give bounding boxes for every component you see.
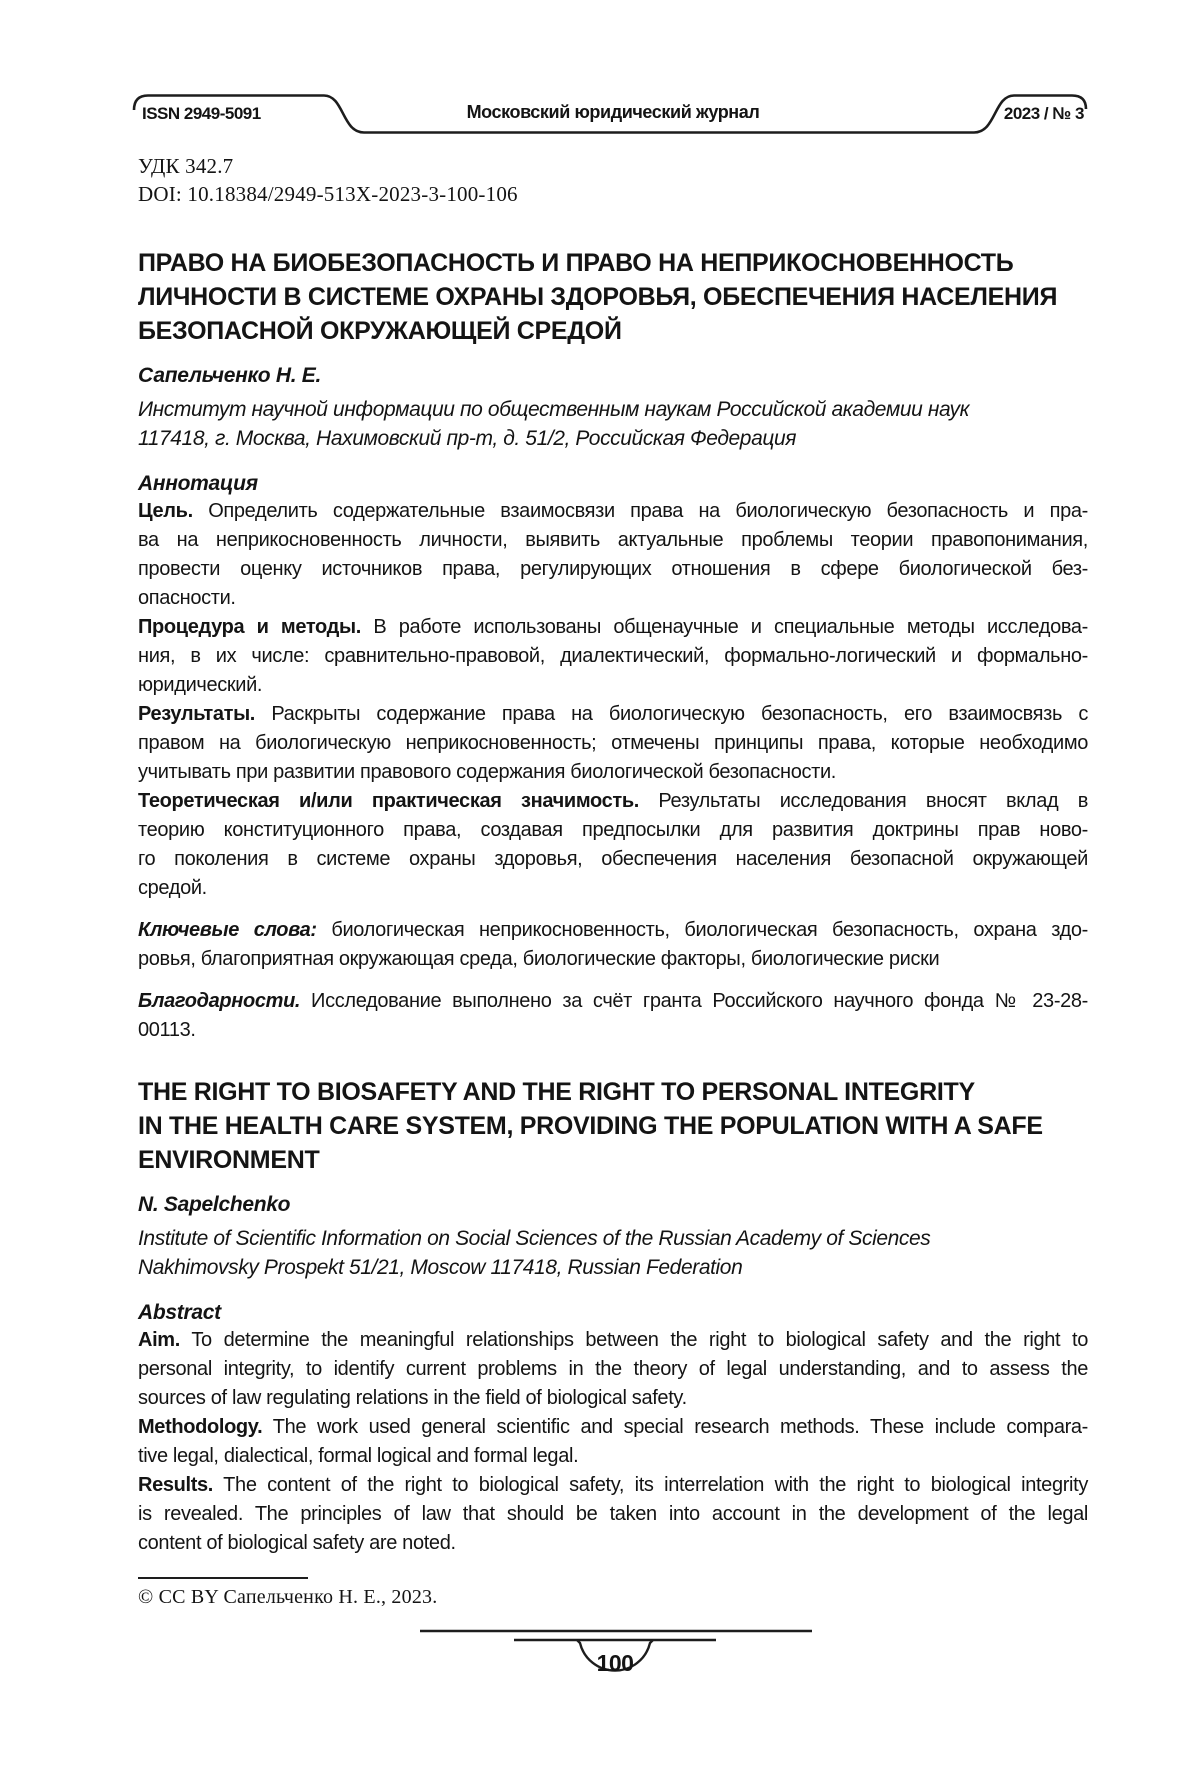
- paragraph-label: Цель.: [138, 500, 193, 522]
- text-line: Институт научной информации по общественным наукам Российской академии наук: [138, 398, 970, 421]
- paragraph-label: Methodology.: [138, 1416, 263, 1438]
- text-line: tive legal, dialectical, formal logical and formal legal.: [138, 1445, 579, 1467]
- page-number: 100: [596, 1650, 634, 1676]
- abstract-heading-en: Abstract: [138, 1301, 221, 1324]
- text-line: опасности.: [138, 587, 236, 609]
- footnote-rule: [138, 1577, 308, 1579]
- issn-label: ISSN 2949-5091: [142, 104, 261, 123]
- author-ru: Сапельченко Н. Е.: [138, 364, 322, 387]
- doi-number: DOI: 10.18384/2949-513X-2023-3-100-106: [138, 182, 518, 206]
- text-line: Теоретическая и/или практическая значимость. Результаты исследования вносят вклад в: [138, 790, 1089, 812]
- header-tab-rule: [0, 0, 1200, 150]
- abstract-paragraph: [138, 1471, 1088, 1558]
- text-line: юридический.: [138, 674, 263, 696]
- abstract-ru: [138, 497, 1088, 903]
- abstract-paragraph: [138, 613, 1088, 700]
- paragraph-label: Процедура и методы.: [138, 616, 361, 638]
- copyright-notice: © CC BY Сапельченко Н. Е., 2023.: [138, 1586, 438, 1608]
- paragraph-label: Теоретическая и/или практическая значимость.: [138, 790, 639, 812]
- text-line: Результаты. Раскрыты содержание права на биологическую безопасность, его взаимосвязь с: [138, 703, 1088, 725]
- text-line: ЛИЧНОСТИ В СИСТЕМЕ ОХРАНЫ ЗДОРОВЬЯ, ОБЕСПЕЧЕНИЯ НАСЕЛЕНИЯ: [138, 283, 1058, 311]
- keywords-ru: [138, 916, 1088, 974]
- affiliation-en: [138, 1224, 1088, 1282]
- text-line: средой.: [138, 877, 207, 899]
- author-en: N. Sapelchenko: [138, 1193, 291, 1216]
- paragraph-label: Ключевые слова:: [138, 919, 317, 941]
- text-line: ПРАВО НА БИОБЕЗОПАСНОСТЬ И ПРАВО НА НЕПРИКОСНОВЕННОСТЬ: [138, 249, 1014, 277]
- issue-label: 2023 / № 3: [1003, 104, 1084, 123]
- text-line: ENVIRONMENT: [138, 1146, 320, 1174]
- text-line: Процедура и методы. В работе использованы общенаучные и специальные методы исследова-: [138, 616, 1088, 638]
- text-line: ровья, благоприятная окружающая среда, биологические факторы, биологические риски: [138, 948, 940, 970]
- text-line: ния, в их числе: сравнительно-правовой, диалектический, формально-логический и формально-: [138, 645, 1088, 667]
- abstract-paragraph: [138, 787, 1088, 903]
- text-line: sources of law regulating relations in the field of biological safety.: [138, 1387, 687, 1409]
- text-line: Aim. To determine the meaningful relationships between the right to biological safety and the right to: [138, 1329, 1088, 1351]
- text-line: теорию конституционного права, создавая предпосылки для развития доктрины прав ново-: [138, 819, 1088, 841]
- abstract-paragraph: [138, 700, 1088, 787]
- text-line: го поколения в системе охраны здоровья, обеспечения населения безопасной окружающей: [138, 848, 1088, 870]
- text-line: ва на неприкосновенность личности, выявить актуальные проблемы теории правопонимания,: [138, 529, 1088, 551]
- text-line: БЕЗОПАСНОЙ ОКРУЖАЮЩЕЙ СРЕДОЙ: [138, 317, 622, 345]
- text-line: провести оценку источников права, регулирующих отношения в сфере биологической без-: [138, 558, 1088, 580]
- journal-title: Московский юридический журнал: [466, 102, 760, 122]
- text-line: THE RIGHT TO BIOSAFETY AND THE RIGHT TO PERSONAL INTEGRITY: [138, 1078, 975, 1106]
- paragraph-label: Results.: [138, 1474, 214, 1496]
- abstract-en: [138, 1326, 1088, 1558]
- text-line: Methodology. The work used general scientific and special research methods. These include compara-: [138, 1416, 1088, 1438]
- text-line: content of biological safety are noted.: [138, 1532, 456, 1554]
- text-line: правом на биологическую неприкосновенность; отмечены принципы права, которые необходимо: [138, 732, 1088, 754]
- paragraph-label: Благодарности.: [138, 990, 301, 1012]
- article-title-ru: [138, 246, 1088, 348]
- paragraph-label: Aim.: [138, 1329, 180, 1351]
- acknowledgements-ru: [138, 987, 1088, 1045]
- text-line: Цель. Определить содержательные взаимосвязи права на биологическую безопасность и пра-: [138, 500, 1088, 522]
- text-line: is revealed. The principles of law that should be taken into account in the development of the legal: [138, 1503, 1088, 1525]
- text-line: 117418, г. Москва, Нахимовский пр-т, д. 51/2, Российская Федерация: [138, 427, 797, 450]
- text-line: 00113.: [138, 1019, 196, 1041]
- text-line: IN THE HEALTH CARE SYSTEM, PROVIDING THE POPULATION WITH A SAFE: [138, 1112, 1043, 1140]
- abstract-paragraph: [138, 1326, 1088, 1413]
- text-line: personal integrity, to identify current problems in the theory of legal understanding, and to assess the: [138, 1358, 1088, 1380]
- affiliation-ru: [138, 395, 1088, 453]
- article-title-en: [138, 1075, 1088, 1177]
- paragraph-label: Результаты.: [138, 703, 256, 725]
- text-line: Благодарности. Исследование выполнено за счёт гранта Российского научного фонда № 23-28-: [138, 990, 1088, 1012]
- text-line: Ключевые слова: биологическая неприкосновенность, биологическая безопасность, охрана здо-: [138, 919, 1088, 941]
- abstract-paragraph: [138, 497, 1088, 613]
- text-line: учитывать при развитии правового содержания биологической безопасности.: [138, 761, 836, 783]
- text-line: Nakhimovsky Prospekt 51/21, Moscow 117418, Russian Federation: [138, 1256, 743, 1279]
- abstract-paragraph: [138, 1413, 1088, 1471]
- article-content: [138, 152, 1088, 1558]
- text-line: Results. The content of the right to biological safety, its interrelation with the right to biological integrity: [138, 1474, 1088, 1496]
- abstract-heading-ru: Аннотация: [138, 472, 258, 495]
- text-line: Institute of Scientific Information on Social Sciences of the Russian Academy of Sciences: [138, 1227, 931, 1250]
- udc-number: УДК 342.7: [138, 154, 234, 178]
